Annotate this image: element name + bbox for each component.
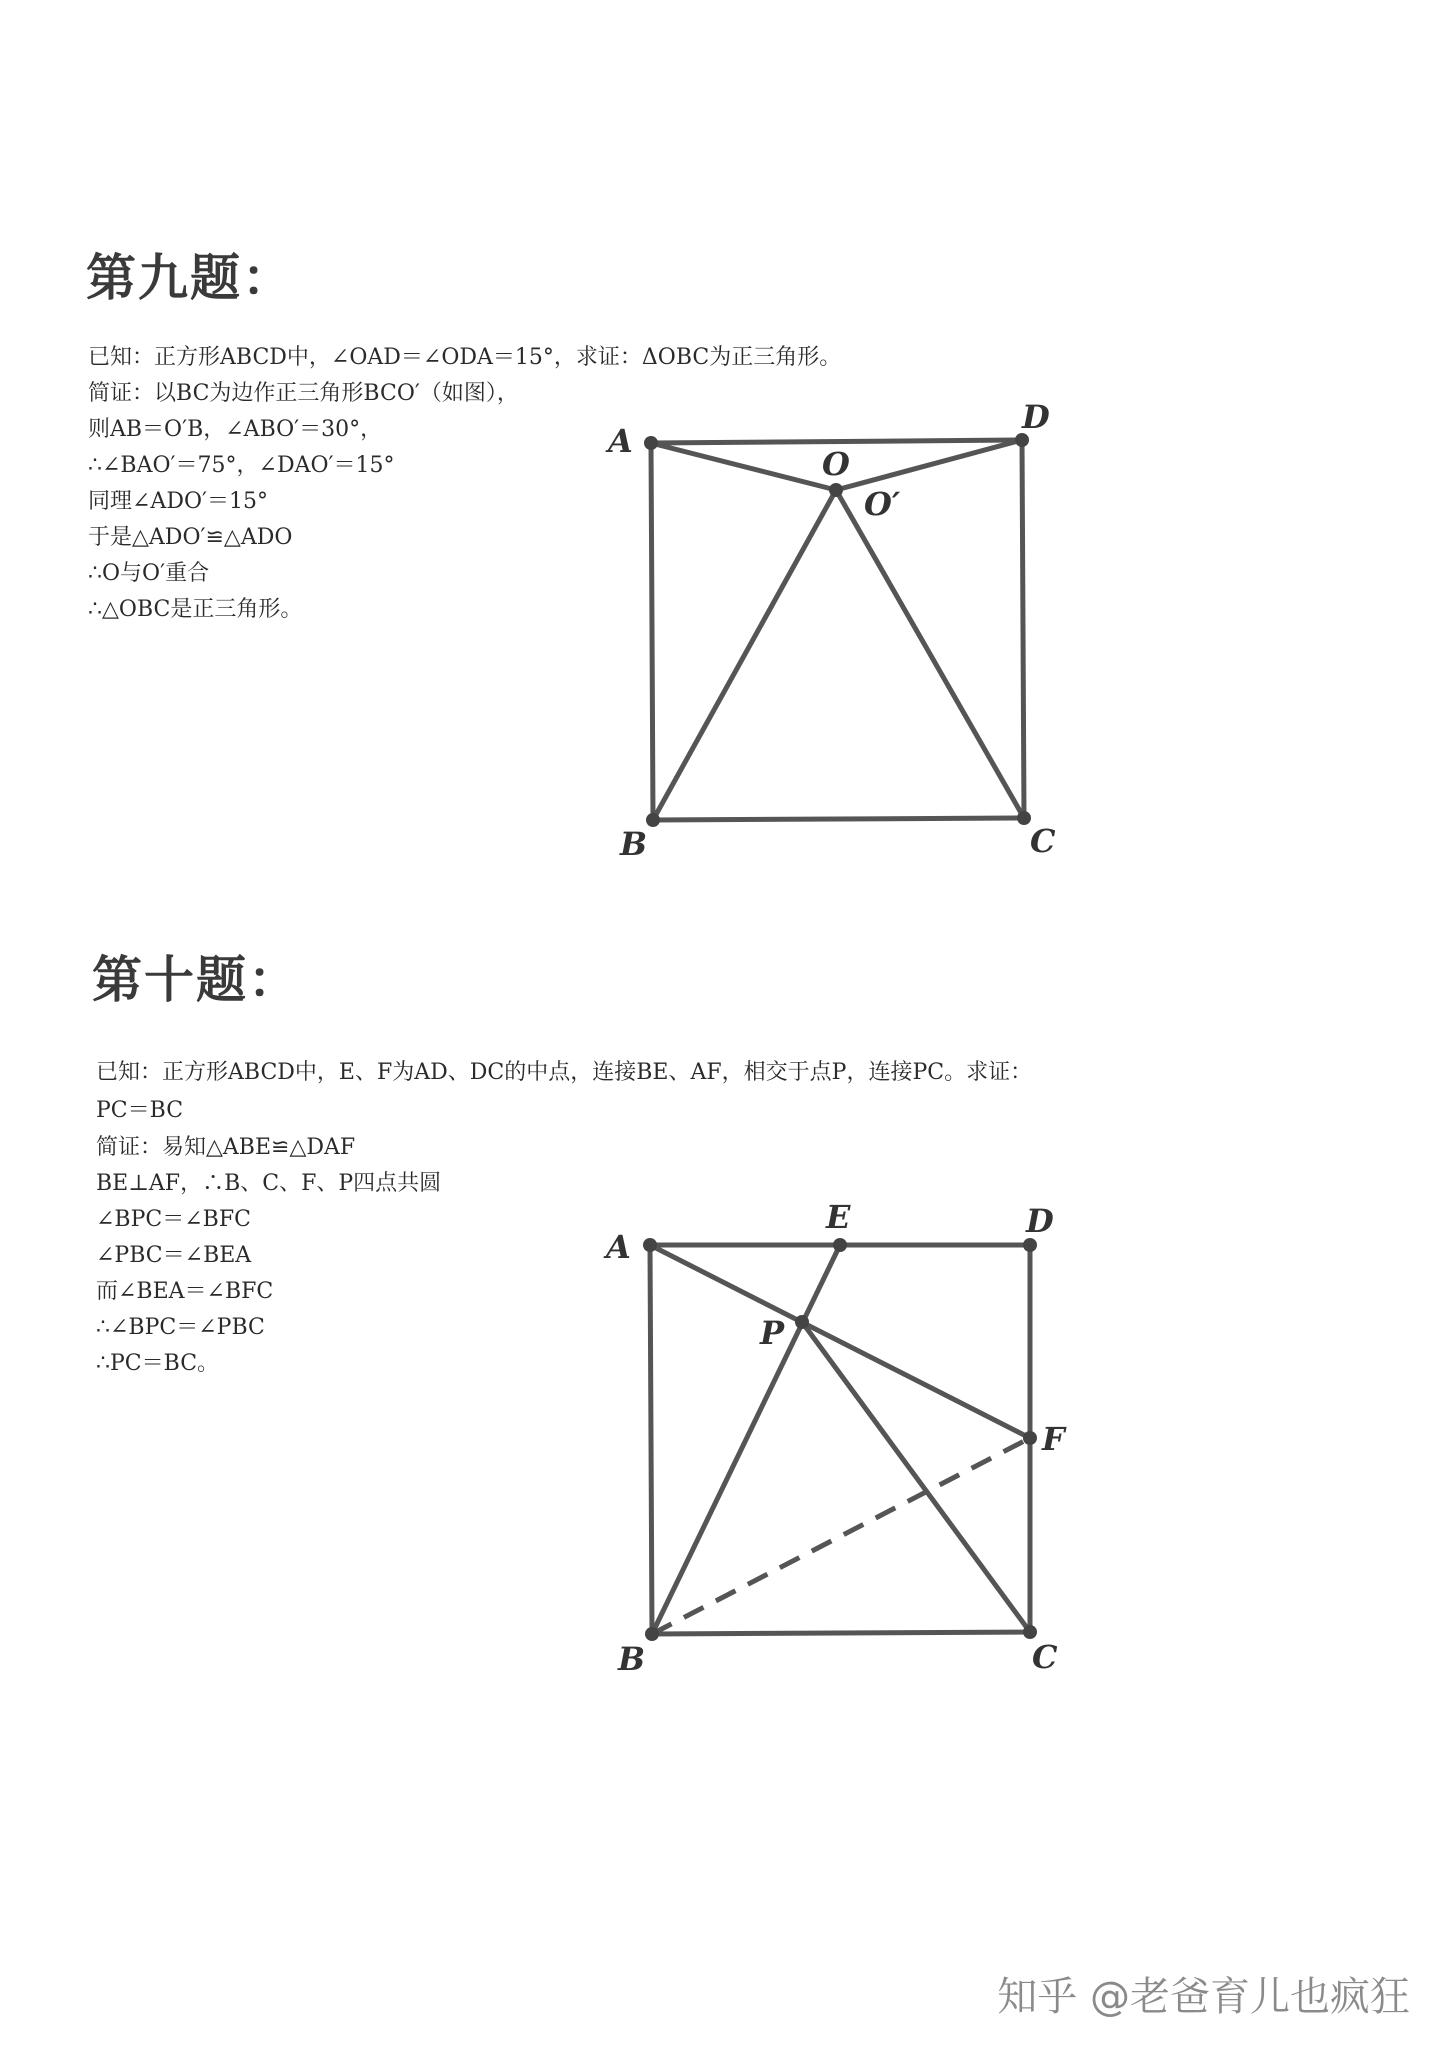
problem9-proof-line: ∴△OBC是正三角形。 xyxy=(88,597,303,622)
segment-af xyxy=(650,1245,1030,1438)
point-c xyxy=(1023,1625,1037,1639)
label-o-prime: O′ xyxy=(864,485,901,523)
label-a: A xyxy=(606,1228,631,1266)
point-e xyxy=(833,1238,847,1252)
problem9-proof-line: 简证：以BC为边作正三角形BCO′（如图）， xyxy=(88,381,519,406)
point-d xyxy=(1023,1238,1037,1252)
label-a: A xyxy=(608,422,633,460)
label-b: B xyxy=(620,825,648,863)
problem10-proof-line: ∴PC＝BC。 xyxy=(96,1351,220,1376)
problem9-given: 已知：正方形ABCD中，∠OAD＝∠ODA＝15°，求证：ΔOBC为正三角形。 xyxy=(88,345,842,370)
label-f: F xyxy=(1042,1420,1065,1458)
problem10-heading: 第十题： xyxy=(92,951,300,1009)
point-a xyxy=(643,1238,657,1252)
label-d: D xyxy=(1022,398,1050,436)
segment-pc xyxy=(802,1322,1030,1632)
label-b: B xyxy=(618,1640,646,1678)
watermark: 知乎 @老爸育儿也疯狂 xyxy=(997,1974,1410,2020)
label-c: C xyxy=(1030,822,1056,860)
problem9-proof-line: 同理∠ADO′＝15° xyxy=(88,489,268,514)
problem10-proof-line: ∴∠BPC＝∠PBC xyxy=(96,1315,265,1340)
segment-bf-dashed xyxy=(652,1438,1030,1634)
problem10-given: 已知：正方形ABCD中，E、F为AD、DC的中点，连接BE、AF，相交于点P，连接PC。求证：PC＝BC xyxy=(96,1060,1033,1123)
segment-be xyxy=(652,1245,840,1634)
label-d: D xyxy=(1026,1202,1054,1240)
problem9-proof-line: ∴∠BAO′＝75°，∠DAO′＝15° xyxy=(88,453,395,478)
problem10-proof-line: ∠BPC＝∠BFC xyxy=(96,1207,251,1232)
problem9-proof-line: 于是△ADO′≌△ADO xyxy=(88,525,293,550)
square-abcd xyxy=(650,1245,1030,1634)
label-c: C xyxy=(1032,1638,1058,1676)
point-b xyxy=(645,1627,659,1641)
problem10-proof-line: 而∠BEA＝∠BFC xyxy=(96,1279,274,1304)
label-p: P xyxy=(760,1314,785,1352)
point-f xyxy=(1023,1431,1037,1445)
point-p xyxy=(795,1315,809,1329)
label-e: E xyxy=(826,1198,851,1236)
problem9-proof-line: 则AB＝O′B，∠ABO′＝30°， xyxy=(88,417,383,442)
problem10-proof-line: BE⊥AF，∴B、C、F、P四点共圆 xyxy=(96,1171,442,1196)
problem10-proof-line: ∠PBC＝∠BEA xyxy=(96,1243,252,1268)
label-o: O xyxy=(822,445,850,483)
problem9-heading: 第九题： xyxy=(86,249,294,307)
problem9-proof-line: ∴O与O′重合 xyxy=(88,561,210,586)
problem10-proof-line: 简证：易知△ABE≌△DAF xyxy=(96,1135,356,1160)
